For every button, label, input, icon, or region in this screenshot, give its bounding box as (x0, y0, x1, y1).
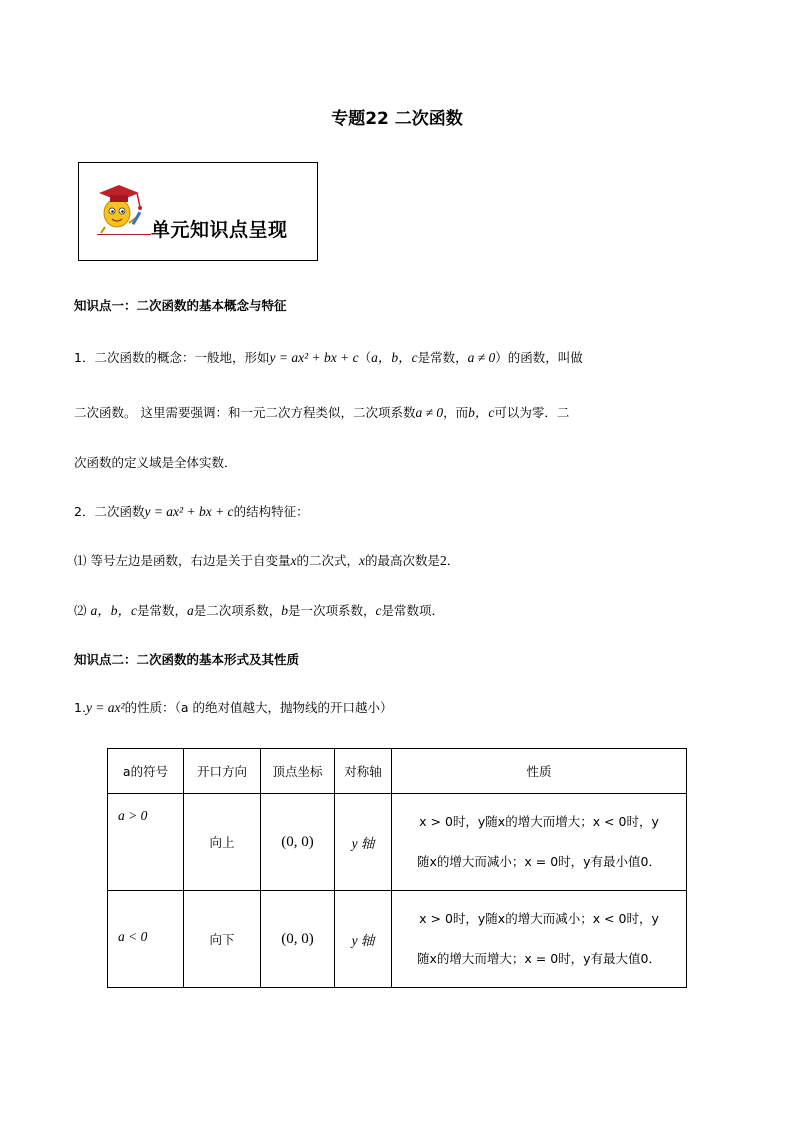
paragraph (74, 502, 309, 520)
property-line: x > 0时，y随x的增大而减小；x < 0时，y (419, 911, 659, 926)
sign-cell (108, 794, 184, 891)
unit-banner (78, 162, 318, 261)
formula: c (375, 603, 382, 618)
property-line: x > 0时，y随x的增大而增大；x < 0时，y (419, 814, 659, 829)
paragraph (74, 599, 444, 619)
table-header: 顶点坐标 (261, 749, 335, 794)
text: 是常数， (136, 603, 187, 618)
table-row (108, 891, 687, 988)
text: 是一次项系数， (288, 603, 376, 618)
text: 是常数项． (381, 603, 445, 618)
formula: a (187, 603, 194, 618)
axis-cell: y 轴 (335, 794, 392, 891)
axis-cell: y 轴 (335, 891, 392, 988)
properties-table (107, 748, 687, 988)
direction-cell: 向下 (184, 891, 261, 988)
formula: x (290, 553, 297, 568)
property-cell (392, 891, 687, 988)
text: ． (446, 553, 460, 568)
table-header: 开口方向 (184, 749, 261, 794)
unit-banner-label: 单元知识点呈现 (151, 219, 288, 241)
table-header: 性质 (392, 749, 687, 794)
table-header: a的符号 (108, 749, 184, 794)
text: ）的函数，叫做 (495, 350, 583, 365)
text: 是二次项系数， (193, 603, 282, 618)
formula: b，c (468, 405, 495, 420)
table-header-row (108, 749, 687, 794)
divider (97, 234, 151, 235)
table-row (108, 794, 687, 891)
formula: y = ax² + bx + c (269, 350, 359, 365)
sign-value: a < 0 (118, 929, 148, 944)
paragraph (74, 401, 569, 421)
formula: a，b，c (371, 350, 418, 365)
paragraph: 次函数的定义域是全体实数． (74, 455, 237, 470)
text: 的二次式， (296, 553, 359, 568)
property-line: 随x的增大而增大；x = 0时，y有最大值0． (416, 951, 662, 966)
paragraph (74, 551, 459, 569)
text: 的最高次数是 (365, 553, 441, 568)
sign-value: a > 0 (118, 808, 148, 823)
number: 2 (440, 553, 447, 568)
formula: a ≠ 0 (467, 350, 496, 365)
paragraph (74, 698, 392, 716)
property-line: 随x的增大而减小；x = 0时，y有最小值0． (416, 854, 662, 869)
formula: x (359, 553, 365, 568)
property-cell (392, 794, 687, 891)
text: ⑴ 等号左边是函数，右边是关于自变量 (74, 553, 291, 568)
text: 2．二次函数 (74, 504, 145, 519)
page-title: 专题22 二次函数 (331, 109, 463, 129)
text: 二次函数。 这里需要强调：和一元二次方程类似，二次项系数 (74, 405, 416, 420)
text: （ (358, 350, 372, 365)
sign-cell (108, 891, 184, 988)
vertex-cell: (0, 0) (261, 891, 335, 988)
formula: a ≠ 0 (415, 405, 444, 420)
text: 是常数， (417, 350, 468, 365)
vertex-cell: (0, 0) (261, 794, 335, 891)
formula: y = ax² + bx + c (144, 504, 234, 519)
text: 1. (74, 700, 86, 715)
text: 可以为零．二 (494, 405, 570, 420)
text: ⑵ (74, 603, 91, 618)
section1-heading: 知识点一：二次函数的基本概念与特征 (74, 298, 287, 313)
direction-cell: 向上 (184, 794, 261, 891)
formula: y = ax² (85, 700, 125, 715)
formula: b (281, 603, 289, 618)
text: 的性质：（a 的绝对值越大，抛物线的开口越小） (124, 700, 393, 715)
section2-heading: 知识点二：二次函数的基本形式及其性质 (74, 652, 300, 667)
text: 1．二次函数的概念：一般地，形如 (74, 350, 270, 365)
text: ，而 (443, 405, 469, 420)
paragraph (74, 346, 583, 366)
scholar-mascot-icon (93, 177, 149, 235)
text: 的结构特征： (233, 504, 309, 519)
formula: a，b，c (90, 603, 137, 618)
table-header: 对称轴 (335, 749, 392, 794)
